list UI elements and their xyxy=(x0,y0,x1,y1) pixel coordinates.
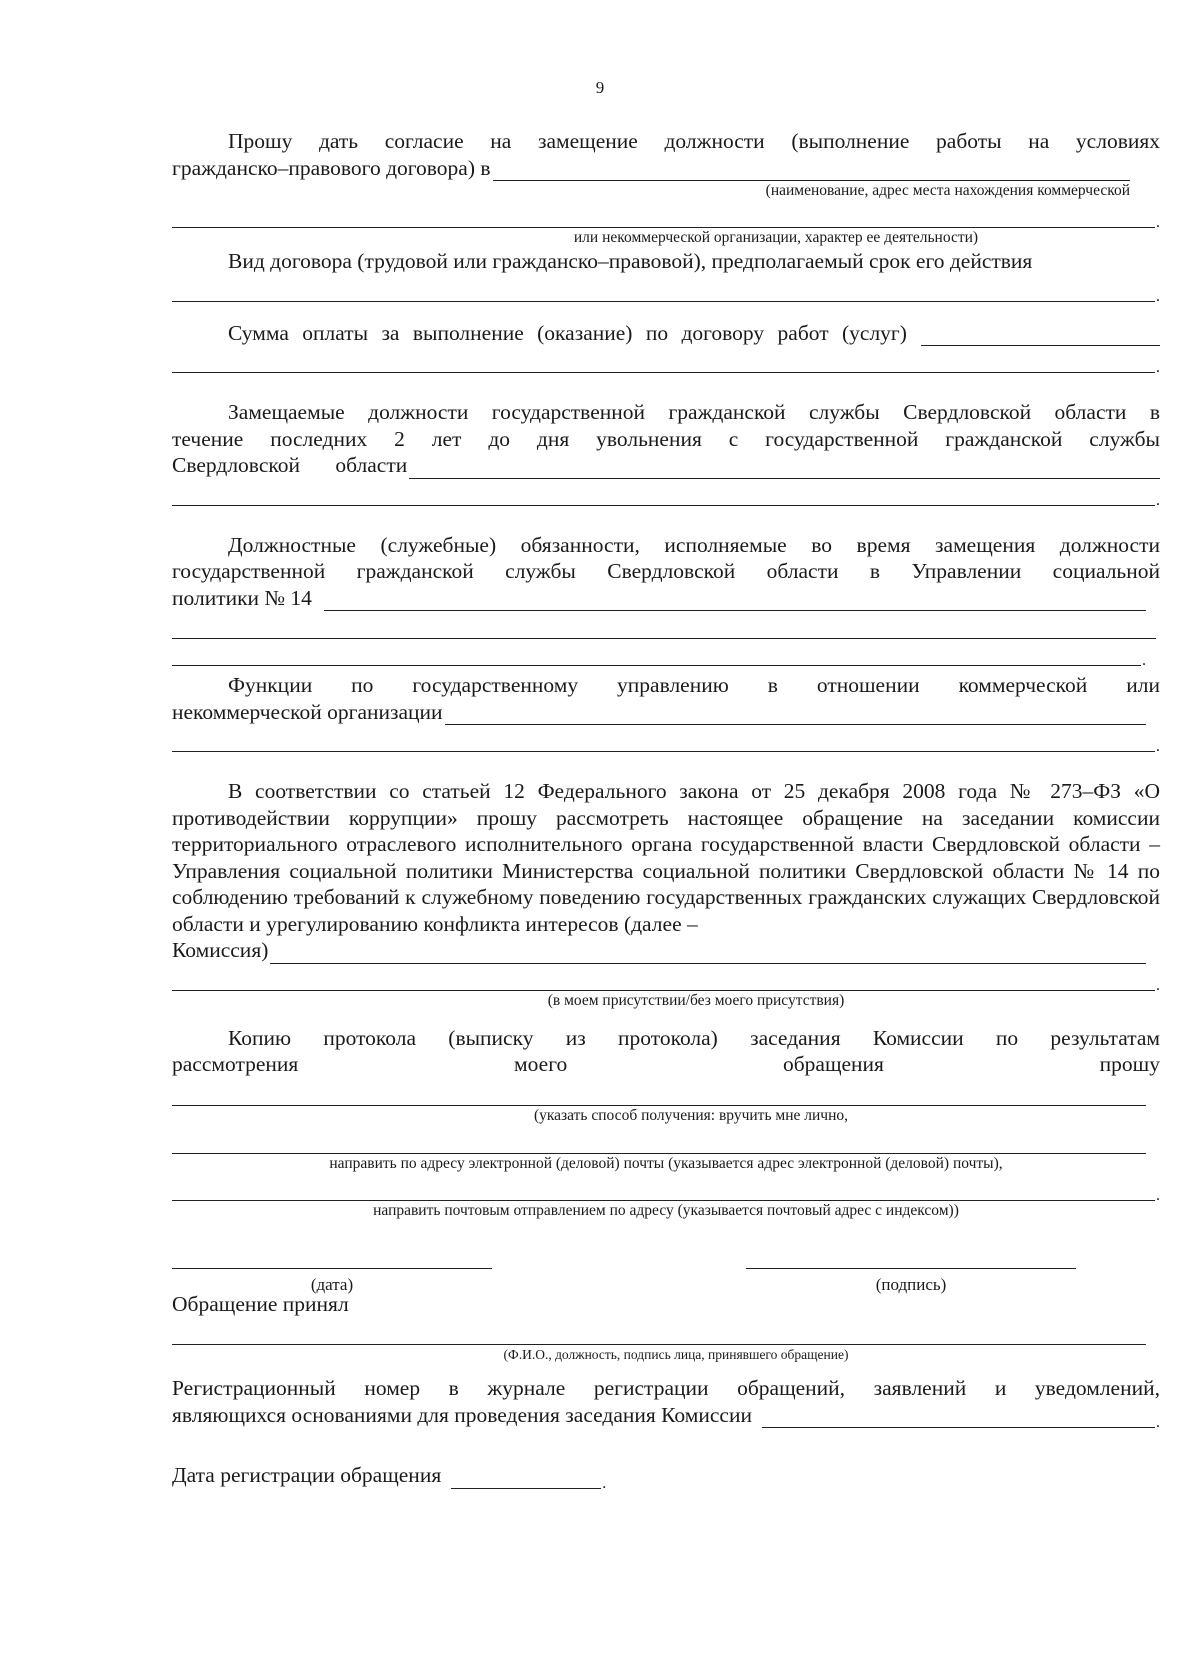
signature-caption: (подпись) xyxy=(875,1274,947,1294)
payment-label: Сумма оплаты за выполнение (оказание) по договору работ (услуг) xyxy=(228,320,907,345)
positions-line-3: Свердловской области xyxy=(172,453,408,477)
duties-field-2[interactable] xyxy=(172,617,1156,639)
registration-number-row: являющихся основаниями для проведения заседания Комиссии . xyxy=(172,1402,1160,1431)
presence-field-2[interactable]: . xyxy=(172,970,1160,991)
payment-field[interactable] xyxy=(921,326,1160,346)
form-body xyxy=(172,128,1160,1492)
delivery-field-2[interactable] xyxy=(172,1132,1146,1154)
delivery-caption-1: (указать способ получения: вручить мне лично, xyxy=(533,1106,849,1124)
payment-field-2[interactable]: . xyxy=(172,352,1160,373)
registration-number-field[interactable] xyxy=(762,1408,1155,1428)
signature-column xyxy=(746,1267,1076,1295)
accepted-caption: (Ф.И.О., должность, подпись лица, принявшего обращение) xyxy=(503,1347,849,1362)
positions-line-2: течение последних 2 лет до дня увольнения с государственной гражданской службы xyxy=(172,426,1160,451)
duties-line-3: политики № 14 xyxy=(172,585,312,610)
delivery-field[interactable] xyxy=(172,1084,1146,1106)
positions-field[interactable] xyxy=(409,459,1160,479)
date-caption: (дата) xyxy=(310,1274,354,1294)
organization-field[interactable] xyxy=(493,161,1130,181)
copy-line-2: рассмотрения моего обращения прошу xyxy=(172,1052,1160,1076)
positions-field-row xyxy=(172,452,1160,479)
contract-type-label: Вид договора (трудовой или гражданско–правовой), предполагаемый срок его действия xyxy=(228,249,1033,273)
payment-row xyxy=(172,320,1160,347)
accepted-label: Обращение принял xyxy=(172,1291,349,1316)
page-number: 9 xyxy=(595,78,605,97)
duties-field-3[interactable]: . xyxy=(172,645,1146,666)
organization-field-2[interactable]: . xyxy=(172,207,1160,228)
accepted-field[interactable] xyxy=(172,1323,1146,1345)
signature-field[interactable] xyxy=(746,1267,1076,1269)
positions-field-2[interactable]: . xyxy=(172,485,1160,506)
registration-date-field[interactable] xyxy=(451,1469,601,1489)
consent-line-1: Прошу дать согласие на замещение должности (выполнение работы на условиях xyxy=(228,129,1160,153)
consent-line-2: гражданско–правового договора) в xyxy=(172,155,491,180)
duties-field-row xyxy=(172,585,1160,612)
organization-caption-1: (наименование, адрес места нахождения коммерческой xyxy=(765,182,1130,199)
registration-line-2: являющихся основаниями для проведения заседания Комиссии xyxy=(172,1402,752,1427)
contract-type-field[interactable]: . xyxy=(172,281,1160,302)
commission-field-row xyxy=(172,937,1160,964)
duties-line-1: Должностные (служебные) обязанности, исполняемые во время замещения должности xyxy=(228,532,1160,557)
law-last-line: Комиссия) xyxy=(172,938,269,962)
presence-field[interactable] xyxy=(270,944,1146,964)
delivery-caption-3: направить почтовым отправлением по адресу (указывается почтовый адрес с индексом)) xyxy=(373,1201,959,1219)
functions-field-row xyxy=(172,699,1160,726)
organization-field-row xyxy=(172,155,1160,182)
date-field[interactable] xyxy=(172,1267,492,1269)
registration-date-row: Дата регистрации обращения . xyxy=(172,1463,607,1492)
positions-line-1: Замещаемые должности государственной гражданской службы Свердловской области в xyxy=(228,400,1160,424)
functions-field-2[interactable]: . xyxy=(172,731,1160,752)
duties-line-2: государственной гражданской службы Свердловской области в Управлении социальной xyxy=(172,559,1160,583)
registration-line-1: Регистрационный номер в журнале регистрации обращений, заявлений и уведомлений, xyxy=(172,1376,1160,1400)
functions-line-2: некоммерческой организации xyxy=(172,699,443,724)
law-paragraph: В соответствии со статьей 12 Федерального закона от 25 декабря 2008 года № 273–ФЗ «О противодействии коррупции» прошу рассмотреть настоящее обращение на заседании комиссии территориального отраслевого исполнительного органа государственной власти Свердловской области – Управления социальной политики Министерства социальной политики Свердловской области № 14 по соблюдению требований к служебному поведению государственных гражданских служащих Свердловской области и урегулированию конфликта интересов (далее – xyxy=(172,779,1160,936)
delivery-field-3[interactable]: . xyxy=(172,1180,1160,1201)
functions-field[interactable] xyxy=(445,705,1146,725)
presence-caption: (в моем присутствии/без моего присутствия) xyxy=(547,991,845,1009)
delivery-caption-2: направить по адресу электронной (деловой) почты (указывается адрес электронной (деловой) почты), xyxy=(329,1154,1003,1172)
copy-line-1: Копию протокола (выписку из протокола) заседания Комиссии по результатам xyxy=(228,1025,1160,1050)
functions-line-1: Функции по государственному управлению в отношении коммерческой или xyxy=(228,673,1160,697)
registration-date-label: Дата регистрации обращения xyxy=(172,1463,442,1487)
organization-caption-2: или некоммерческой организации, характер ее деятельности) xyxy=(573,229,979,246)
duties-field[interactable] xyxy=(324,591,1146,611)
